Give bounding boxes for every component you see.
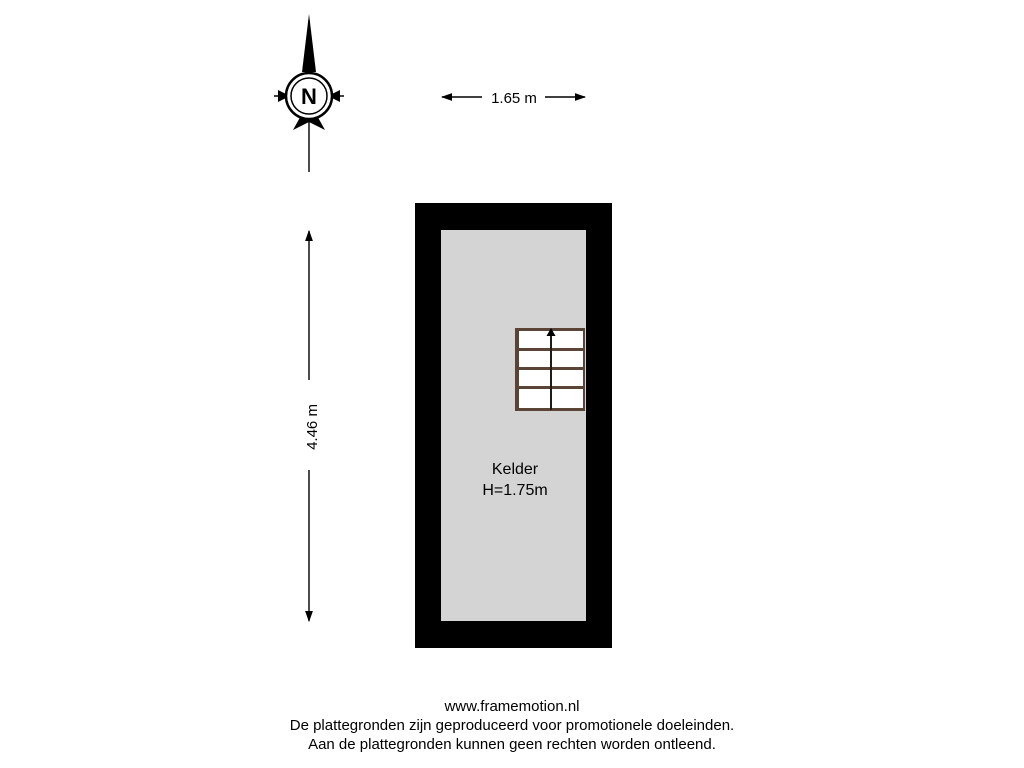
room-floor — [441, 230, 586, 621]
compass-north-label: N — [301, 84, 317, 109]
height-dimension-label: 4.46 m — [304, 404, 321, 450]
width-dimension-label: 1.65 m — [491, 90, 537, 107]
room-kelder — [415, 203, 612, 648]
width-dimension — [442, 90, 585, 107]
footer-website: www.framemotion.nl — [444, 698, 580, 715]
room-height-label: H=1.75m — [482, 482, 548, 499]
room-name: Kelder — [491, 461, 539, 478]
height-dimension — [304, 231, 321, 621]
compass-icon — [274, 14, 344, 172]
footer-disclaimer-line-1: De plattegronden zijn geproduceerd voor promotionele doeleinden. — [289, 717, 735, 734]
footer-disclaimer — [0, 697, 1024, 754]
staircase-icon — [515, 328, 585, 411]
footer-disclaimer-line-2: Aan de plattegronden kunnen geen rechten worden ontleend. — [308, 736, 716, 753]
